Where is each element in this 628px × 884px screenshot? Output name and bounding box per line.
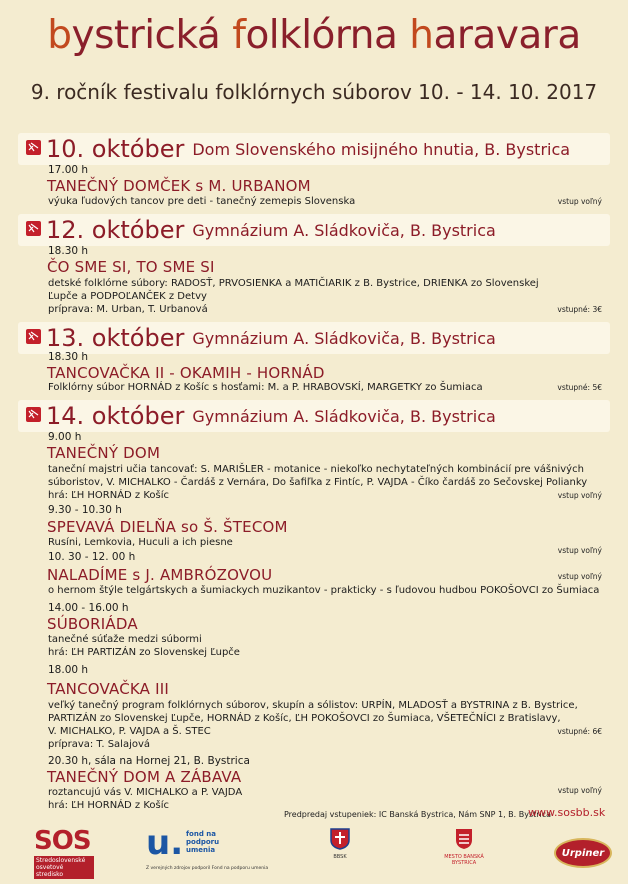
calendar-flag-icon (26, 140, 41, 155)
program-title: TANEČNÝ DOM A ZÁBAVA (47, 768, 242, 786)
program-title: TANEČNÝ DOM (47, 444, 161, 462)
day-venue: Gymnázium A. Sládkoviča, B. Bystrica (192, 220, 496, 240)
day-header (26, 215, 496, 245)
day-header (26, 134, 570, 164)
day-venue: Gymnázium A. Sládkoviča, B. Bystrica (192, 406, 496, 426)
day-date: 13. október (46, 324, 185, 352)
city-crest-logo (432, 828, 496, 878)
sos-logo (34, 826, 91, 878)
title-part-3: aravara (433, 13, 581, 58)
program-time: 9.00 h (48, 431, 82, 443)
program-preparation: príprava: M. Urban, T. Urbanová (48, 304, 208, 315)
fond-logo (146, 823, 276, 878)
city-logo-text: MESTO BANSKÁ BYSTRICA (444, 854, 484, 866)
program-description: V. MICHALKO, P. VAJDA a Š. STEC (48, 726, 211, 737)
program-time: 17.00 h (48, 164, 89, 176)
program-music: hrá: ĽH PARTIZÁN zo Slovenskej Ľupče (48, 647, 240, 658)
program-description: Ľupče a PODPOĽANČEK z Detvy (48, 291, 207, 302)
presale-info: Predpredaj vstupeniek: IC Banská Bystrica, Nám SNP 1, B. Bystrica (284, 810, 552, 819)
program-title: NALADÍME s J. AMBRÓZOVOU (47, 566, 273, 584)
program-title: SÚBORIÁDA (47, 615, 138, 633)
day-date: 12. október (46, 216, 185, 244)
region-logo-text: BBSK (333, 854, 347, 860)
entry-fee: vstup voľný (557, 197, 602, 206)
program-preparation: príprava: T. Salajová (48, 739, 151, 750)
program-title: TANEČNÝ DOMČEK s M. URBANOM (47, 177, 311, 195)
program-time: 10. 30 - 12. 00 h (48, 551, 136, 563)
program-description: taneční majstri učia tancovať: S. MARIŠLER - motanice - niekoľko nechytateľných kombinácií pre vášnivých (48, 464, 584, 475)
calendar-flag-icon (26, 221, 41, 236)
program-description: Folklórny súbor HORNÁD z Košíc s hosťami: M. a P. HRABOVSKÍ, MARGETKY zo Šumiaca (48, 382, 483, 393)
urpiner-logo (554, 838, 612, 870)
day-header (26, 323, 496, 353)
day-header (26, 401, 496, 431)
title-part-1: ystrická (71, 13, 233, 58)
program-time: 14.00 - 16.00 h (48, 602, 129, 614)
festival-subtitle: 9. ročník festivalu folklórnych súborov 10. - 14. 10. 2017 (30, 80, 598, 104)
crest-icon (330, 828, 350, 850)
entry-fee: vstup voľný (557, 786, 602, 795)
entry-fee: vstupné: 3€ (557, 305, 602, 314)
program-time: 18.30 h (48, 245, 89, 257)
title-part-2: olklórna (245, 13, 410, 58)
program-time: 20.30 h, sála na Hornej 21, B. Bystrica (48, 755, 250, 767)
sos-logo-text: SOS (34, 826, 91, 856)
title-letter-b: b (47, 13, 72, 58)
fond-logo-mark: u. (146, 823, 184, 863)
title-letter-h: h (409, 13, 434, 58)
entry-fee: vstup voľný (557, 546, 602, 555)
entry-fee: vstup voľný (557, 572, 602, 581)
program-title: SPEVAVÁ DIELŇA so Š. ŠTECOM (47, 518, 288, 536)
program-title: TANCOVAČKA II - OKAMIH - HORNÁD (47, 364, 325, 382)
program-time: 18.00 h (48, 664, 89, 676)
program-music: hrá: ĽH HORNÁD z Košíc (48, 490, 170, 501)
program-time: 18.30 h (48, 351, 89, 363)
sponsor-logos (0, 823, 628, 884)
day-date: 10. október (46, 135, 185, 163)
urpiner-logo-text: Urpiner (561, 847, 605, 859)
program-description: roztancujú vás V. MICHALKO a P. VAJDA (48, 787, 243, 798)
fond-logo-note: Z verejných zdrojov podporil Fond na podporu umenia (146, 866, 269, 871)
title-letter-f: f (232, 13, 246, 58)
city-crest-icon (455, 828, 473, 850)
website-link[interactable]: www.sosbb.sk (528, 806, 606, 819)
program-title: TANCOVAČKA III (47, 680, 169, 698)
sos-logo-subtitle: Stredoslovenské osvetové stredisko (34, 856, 94, 879)
program-music: hrá: ĽH HORNÁD z Košíc (48, 800, 170, 811)
program-description: PARTIZÁN zo Slovenskej Ľupče, HORNÁD z Košíc, ĽH POKOŠOVCI zo Šumiaca, VŠETEČNÍCI z Bratislavy, (48, 713, 561, 724)
program-time: 9.30 - 10.30 h (48, 504, 122, 516)
program-description: súboristov, V. MICHALKO - Čardáš z Vernára, Do šafiľka z Fintíc, P. VAJDA - Číko čardáš zo Sečovskej Polianky (48, 477, 588, 488)
entry-fee: vstupné: 5€ (557, 383, 602, 392)
program-description: veľký tanečný program folklórnych súborov, skupín a sólistov: URPÍN, MLADOSŤ a BYSTRINA z B. Bystrice, (48, 700, 578, 711)
entry-fee: vstupné: 6€ (557, 727, 602, 736)
festival-title (0, 12, 628, 60)
day-venue: Dom Slovenského misijného hnutia, B. Bystrica (192, 139, 571, 159)
program-description: výuka ľudových tancov pre deti - tanečný zemepis Slovenska (48, 196, 356, 207)
program-description: Rusíni, Lemkovia, Huculi a ich piesne (48, 537, 233, 548)
calendar-flag-icon (26, 407, 41, 422)
program-description: o hernom štýle telgártskych a šumiackych muzikantov - prakticky - s ľudovou hudbou POKOŠOVCI zo Šumiaca (48, 585, 600, 596)
entry-fee: vstup voľný (557, 491, 602, 500)
region-crest-logo (318, 828, 362, 878)
fond-logo-name: fond na podporu umenia (186, 830, 220, 854)
day-date: 14. október (46, 402, 185, 430)
calendar-flag-icon (26, 329, 41, 344)
day-venue: Gymnázium A. Sládkoviča, B. Bystrica (192, 328, 496, 348)
program-description: tanečné súťaže medzi súbormi (48, 634, 202, 645)
program-title: ČO SME SI, TO SME SI (47, 258, 215, 276)
program-description: detské folklórne súbory: RADOSŤ, PRVOSIENKA a MATIČIARIK z B. Bystrice, DRIENKA zo Slovenskej (48, 278, 539, 289)
